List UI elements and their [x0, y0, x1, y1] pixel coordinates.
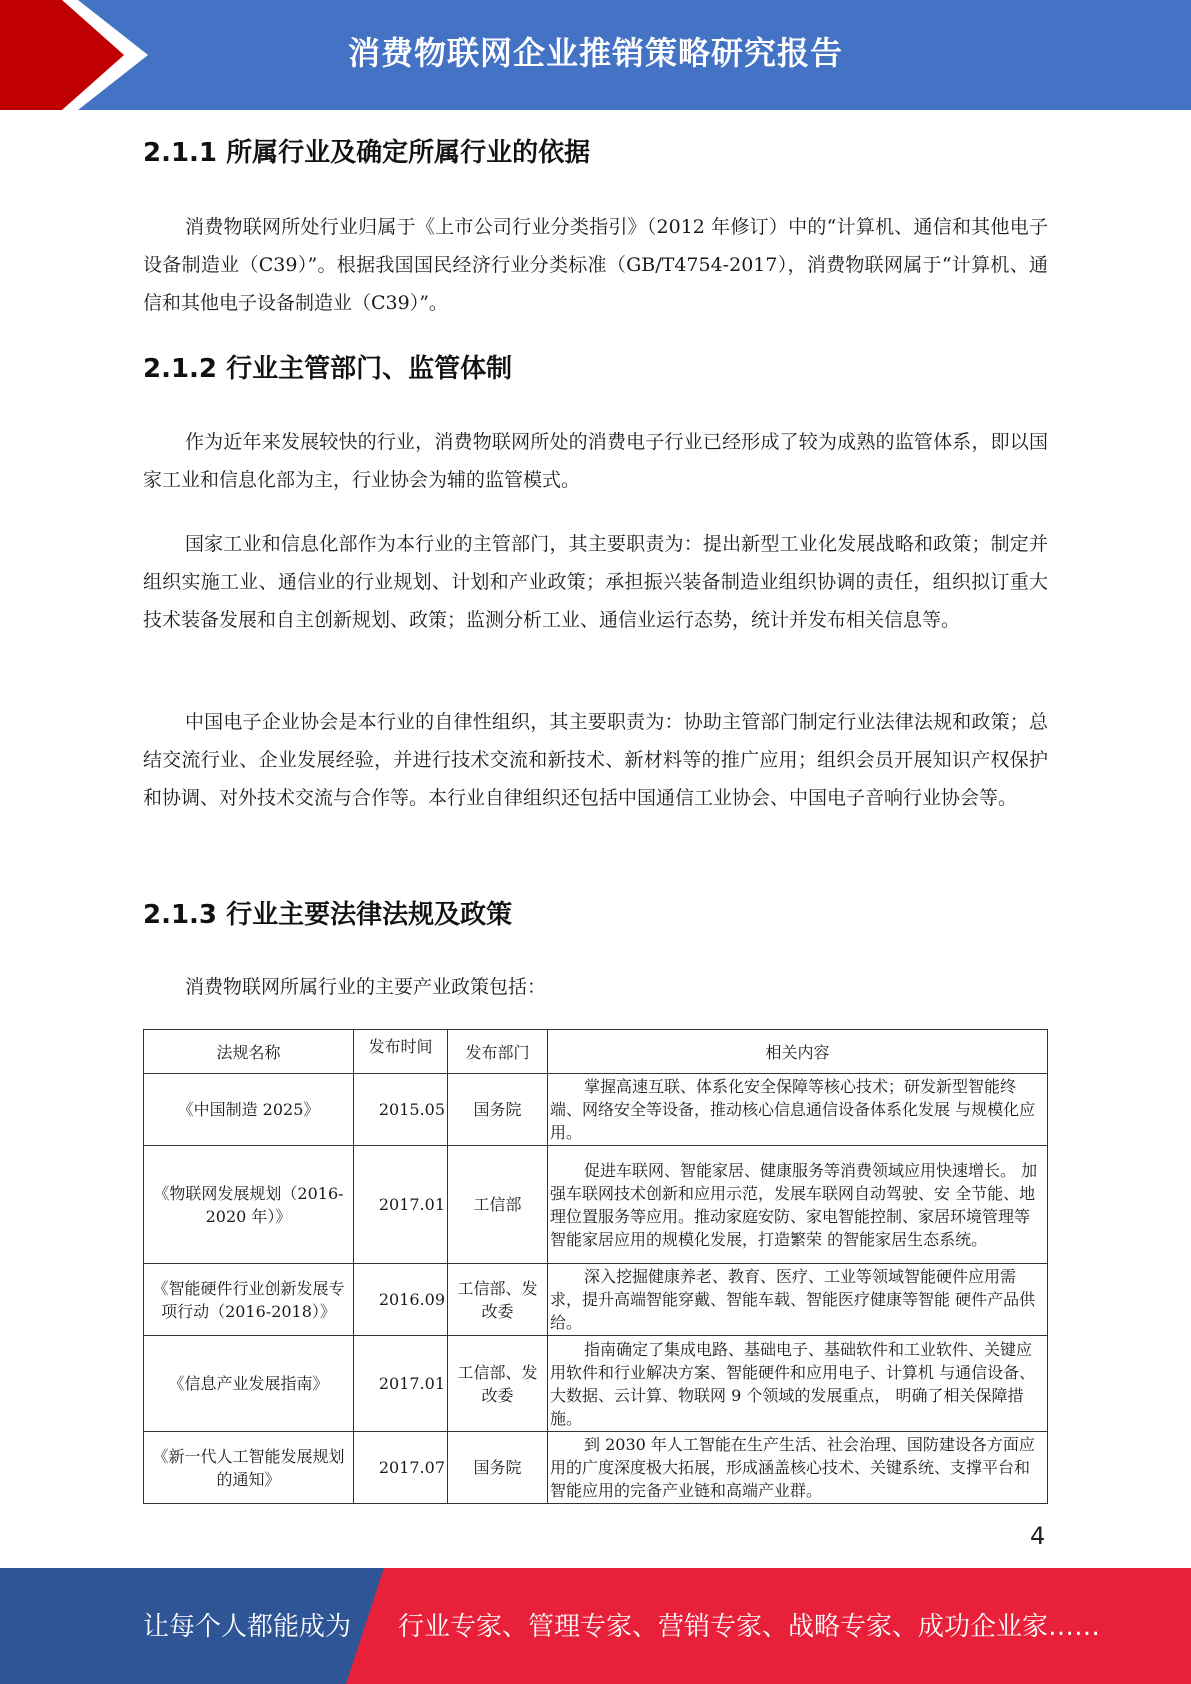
- paragraph-regulatory-system: 作为近年来发展较快的行业，消费物联网所处的消费电子行业已经形成了较为成熟的监管体系，即以国家工业和信息化部为主，行业协会为辅的监管模式。: [143, 431, 1048, 491]
- policy-name: 《信息产业发展指南》: [144, 1336, 354, 1432]
- policy-date: 2017.07: [354, 1432, 448, 1504]
- policy-content: 掌握高速互联、体系化安全保障等核心技术；研发新型智能终端、网络安全等设备，推动核心信息通信设备体系化发展 与规模化应用。: [548, 1074, 1048, 1146]
- policy-dept: 工信部: [448, 1146, 548, 1264]
- footer-slogan-left: 让每个人都能成为: [143, 1612, 352, 1642]
- policy-content: 到 2030 年人工智能在生产生活、社会治理、国防建设各方面应用的广度深度极大拓展，形成涵盖核心技术、关键系统、支撑平台和智能应用的完备产业链和高端产业群。: [548, 1432, 1048, 1504]
- policy-dept: 国务院: [448, 1074, 548, 1146]
- policy-content: 指南确定了集成电路、基础电子、基础软件和工业软件、关键应用软件和行业解决方案、智能硬件和应用电子、计算机 与通信设备、大数据、云计算、物联网 9 个领域的发展重点， 明确了相关保障措施。: [548, 1336, 1048, 1432]
- paragraph-miit-duties: 国家工业和信息化部作为本行业的主管部门，其主要职责为：提出新型工业化发展战略和政策；制定并组织实施工业、通信业的行业规划、计划和产业政策；承担振兴装备制造业组织协调的责任，组织拟订重大技术装备发展和自主创新规划、政策；监测分析工业、通信业运行态势，统计并发布相关信息等。: [143, 533, 1048, 631]
- column-header-content: 相关内容: [548, 1030, 1048, 1074]
- column-header-name: 法规名称: [144, 1030, 354, 1074]
- page-number: 4: [1030, 1522, 1046, 1550]
- table-row: [144, 1074, 1048, 1146]
- paragraph-association-duties: 中国电子企业协会是本行业的自律性组织，其主要职责为：协助主管部门制定行业法律法规和政策；总结交流行业、企业发展经验，并进行技术交流和新技术、新材料等的推广应用；组织会员开展知识产权保护和协调、对外技术交流与合作等。本行业自律组织还包括中国通信工业协会、中国电子音响行业协会等。: [143, 711, 1048, 809]
- policy-date: 2016.09: [354, 1264, 448, 1336]
- policy-dept: 工信部、发 改委: [448, 1336, 548, 1432]
- policy-name: 《智能硬件行业创新发展专项行动（2016-2018）》: [144, 1264, 354, 1336]
- header-banner: [0, 0, 1191, 110]
- policy-dept: 工信部、发 改委: [448, 1264, 548, 1336]
- policy-dept: 国务院: [448, 1432, 548, 1504]
- policy-content: 深入挖掘健康养老、教育、医疗、工业等领域智能硬件应用需求，提升高端智能穿戴、智能车载、智能医疗健康等智能 硬件产品供给。: [548, 1264, 1048, 1336]
- table-row: [144, 1336, 1048, 1432]
- paragraph-industry-classification: 消费物联网所处行业归属于《上市公司行业分类指引》（2012 年修订）中的“计算机、通信和其他电子设备制造业（C39）”。根据我国国民经济行业分类标准（GB/T4754-2017），消费物联网属于“计算机、通信和其他电子设备制造业（C39）”。: [143, 216, 1048, 314]
- policy-name: 《中国制造 2025》: [144, 1074, 354, 1146]
- table-header-row: [144, 1030, 1048, 1074]
- policy-date: 2017.01: [354, 1146, 448, 1264]
- table-row: [144, 1432, 1048, 1504]
- section-heading-2-1-1: 2.1.1 所属行业及确定所属行业的依据: [143, 138, 591, 168]
- policy-content: 促进车联网、智能家居、健康服务等消费领域应用快速增长。 加强车联网技术创新和应用示范，发展车联网自动驾驶、安 全节能、地理位置服务等应用。推动家庭安防、家电智能控制、家居环境管理等智能家居应用的规模化发展，打造繁荣 的智能家居生态系统。: [548, 1146, 1048, 1264]
- footer-slogan-right: 行业专家、管理专家、营销专家、战略专家、成功企业家……: [398, 1612, 1101, 1642]
- table-row: [144, 1264, 1048, 1336]
- report-title: 消费物联网企业推销策略研究报告: [347, 34, 843, 72]
- policy-table: [143, 1029, 1048, 1504]
- column-header-date: 发布时间: [354, 1030, 448, 1074]
- section-heading-2-1-2: 2.1.2 行业主管部门、监管体制: [143, 354, 513, 384]
- column-header-dept: 发布部门: [448, 1030, 548, 1074]
- policy-date: 2017.01: [354, 1336, 448, 1432]
- paragraph-policy-intro: 消费物联网所属行业的主要产业政策包括：: [185, 976, 547, 998]
- section-heading-2-1-3: 2.1.3 行业主要法律法规及政策: [143, 900, 513, 930]
- table-row: [144, 1146, 1048, 1264]
- policy-name: 《物联网发展规划（2016-2020 年）》: [144, 1146, 354, 1264]
- footer-banner: [0, 1568, 1191, 1684]
- policy-name: 《新一代人工智能发展规划的通知》: [144, 1432, 354, 1504]
- policy-date: 2015.05: [354, 1074, 448, 1146]
